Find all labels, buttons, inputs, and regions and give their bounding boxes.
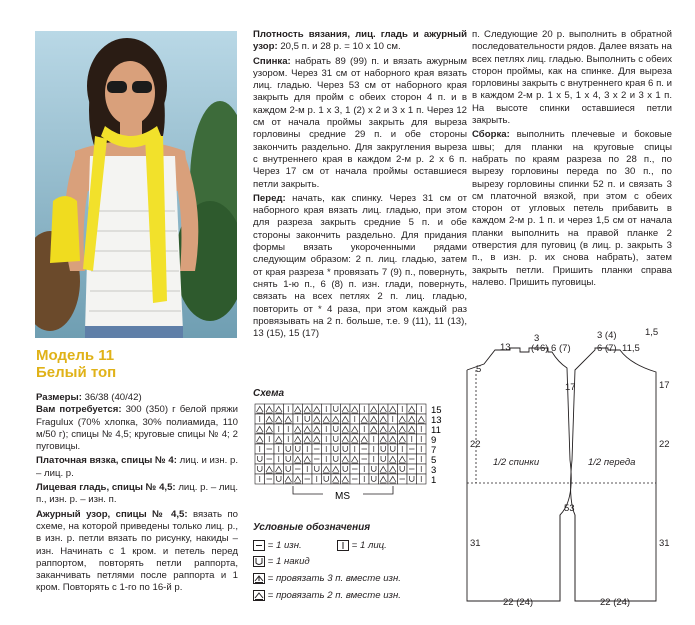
chart-cell xyxy=(331,414,341,424)
chart-cell xyxy=(341,444,351,454)
chart-cell xyxy=(379,464,389,474)
lace-paragraph xyxy=(36,509,238,595)
chart-cell xyxy=(255,434,265,444)
chart-cell xyxy=(379,444,389,454)
chart-cell xyxy=(312,434,322,444)
back-paragraph xyxy=(253,56,467,191)
chart-cell xyxy=(284,414,294,424)
chart-cell xyxy=(274,414,284,424)
sizes-paragraph xyxy=(36,392,238,404)
assembly-column xyxy=(472,29,672,289)
chart-cell xyxy=(255,464,265,474)
stockinette-paragraph xyxy=(36,482,238,507)
row-number: 3 xyxy=(431,465,437,476)
sizes-value: 36/38 (40/42) xyxy=(81,392,142,403)
chart-cell xyxy=(341,464,351,474)
chart-cell xyxy=(293,404,303,414)
chart-cell xyxy=(284,474,294,484)
chart-cell xyxy=(331,474,341,484)
chart-cell xyxy=(303,424,313,434)
chart-cell xyxy=(331,454,341,464)
sizes-label: Размеры: xyxy=(36,392,82,403)
chart-cell xyxy=(331,404,341,414)
chart-cell xyxy=(293,434,303,444)
chart-cell xyxy=(379,434,389,444)
model-number: Модель 11 xyxy=(36,347,115,364)
chart-cell xyxy=(312,464,322,474)
chart-cell xyxy=(369,404,379,414)
chart-cell xyxy=(274,434,284,444)
lace-value: вязать по схеме, на которой приведены только лиц. р., в изн. р. петли вязать по рисунку, накиды – изн. Начинать с 1 кром. и петель перед раппортом, повторять петли раппорта, заканчивать петлями после раппорта и 1 кром. Повторять с 1-го по 16-й р. xyxy=(36,508,238,594)
chart-cell xyxy=(407,404,417,414)
chart-cell xyxy=(322,414,332,424)
row-number: 1 xyxy=(431,475,437,486)
chart-cell xyxy=(369,414,379,424)
chart-cell xyxy=(284,464,294,474)
model-title xyxy=(36,347,116,381)
chart-cell xyxy=(303,454,313,464)
chart-cell xyxy=(312,424,322,434)
chart-cell xyxy=(274,404,284,414)
chart-cell xyxy=(350,454,360,464)
chart-cell xyxy=(388,404,398,414)
dim-label: 17 xyxy=(659,380,670,391)
legend-item-p2tog: = провязать 2 п. вместе изн. xyxy=(253,590,401,601)
lace-chart xyxy=(253,402,465,519)
chart-cell xyxy=(293,424,303,434)
row-number: 9 xyxy=(431,435,437,446)
chart-cell xyxy=(341,414,351,424)
dim-label: 3 xyxy=(534,333,540,344)
chart-cell xyxy=(388,454,398,464)
back-value: набрать 89 (99) п. и вязать ажурным узором. Через 31 см от наборного края вязать лиц. гладью. Через 53 см от наборного края закрыть для пройм с обеих сторон 4 п. и в каждом 2-м р. 1 x 3, 1 (2) x 2 и 3 x 1 п. Через 12 см от начала проймы закрыть для выреза горловины средние 29 п. и обе стороны закончить раздельно. Для закругления выреза с внутреннего края в каждом 2-м р. 2 x 6 п. Через 17 см от начала проймы оставшиеся петли закрыть. xyxy=(253,55,467,190)
chart-cell xyxy=(312,414,322,424)
chart-cell xyxy=(407,474,417,484)
dim-label: 6 xyxy=(551,343,557,354)
row-number: 15 xyxy=(431,405,442,416)
chart-cell xyxy=(398,424,408,434)
chart-cell xyxy=(388,474,398,484)
chart-cell xyxy=(341,474,351,484)
dim-label: 22 (24) xyxy=(600,597,631,608)
chart-cell xyxy=(398,414,408,424)
dim-label: 13 xyxy=(500,342,511,353)
dim-label: 6 (7) xyxy=(597,343,617,354)
chart-cell xyxy=(331,434,341,444)
chart-cell xyxy=(379,424,389,434)
chart-cell xyxy=(274,464,284,474)
row-number: 7 xyxy=(431,445,437,456)
chart-cell xyxy=(388,434,398,444)
chart-cell xyxy=(255,424,265,434)
assembly-value: выполнить плечевые и боковые швы; для планки на круговые спицы набрать по краям разреза по 28 п., по вырезу горловины переда по 30 п., по вырезу горловины спинки 52 п. и связать 3 см платочной вязкой, при этом с обеих сторон от угловых петель прибавить в каждом 2-м р. 1 п. и через 1,5 см от начала планки выполнить на правой планке 2 отверстия для пуговиц (в лиц. р. закрыть 3 п., в изн. р. их снова набрать), затем закрыть петли. Пришить планки справа налево. Пришить пуговицы. xyxy=(472,129,672,288)
chart-cell xyxy=(322,464,332,474)
dim-label: 11,5 xyxy=(622,343,640,354)
legend xyxy=(253,540,467,620)
chart-cell xyxy=(284,454,294,464)
row-number: 5 xyxy=(431,455,437,466)
garter-label: Платочная вязка, спицы № 4: xyxy=(36,455,177,467)
chart-cell xyxy=(350,404,360,414)
dim-label: 3 (4) xyxy=(597,330,617,341)
dim-label: 5 xyxy=(476,364,482,375)
chart-cell xyxy=(379,474,389,484)
chart-cell xyxy=(341,454,351,464)
chart-cell xyxy=(417,414,427,424)
front-paragraph xyxy=(253,193,467,341)
chart-cell xyxy=(303,434,313,444)
legend-title: Условные обозначения xyxy=(253,522,371,533)
chart-cell xyxy=(265,404,275,414)
chart-cell xyxy=(312,404,322,414)
front-label: Перед: xyxy=(253,192,286,204)
materials-label: Вам потребуется: xyxy=(36,404,122,416)
stockinette-value: лиц. р. – лиц. п., изн. р. – изн. п. xyxy=(36,482,238,506)
chart-cell xyxy=(350,434,360,444)
chart-cell xyxy=(379,404,389,414)
legend-item-yarn-over: = 1 накид xyxy=(253,556,310,567)
chart-cell xyxy=(388,444,398,454)
dim-label: 22 (24) xyxy=(503,597,534,608)
dim-label: 1,5 xyxy=(645,327,659,338)
materials-column xyxy=(36,392,238,595)
chart-cell xyxy=(331,464,341,474)
dim-label: 31 xyxy=(470,538,481,549)
dim-label: 31 xyxy=(659,538,670,549)
chart-cell xyxy=(293,474,303,484)
chart-cell xyxy=(341,434,351,444)
chart-cell xyxy=(322,474,332,484)
schema-title: Схема xyxy=(253,388,285,399)
instructions-column xyxy=(253,29,467,340)
chart-cell xyxy=(303,404,313,414)
row-number: 13 xyxy=(431,415,442,426)
materials-value: 300 (350) г белой пряжи Fragulux (70% хлопка, 30% полиамида, 110 м/50 г); спицы № 4,5; круговые спицы № 4; 2 пуговицы. xyxy=(36,404,238,453)
piece-label: 1/2 переда xyxy=(588,457,636,468)
chart-cell xyxy=(379,454,389,464)
legend-item-p3tog: = провязать 3 п. вместе изн. xyxy=(253,573,401,584)
chart-cell xyxy=(369,474,379,484)
chart-cell xyxy=(398,434,408,444)
chart-cell xyxy=(284,444,294,454)
chart-cell xyxy=(398,454,408,464)
pattern-diagram xyxy=(460,320,690,625)
chart-cell xyxy=(274,474,284,484)
legend-item-knit: = 1 лиц. xyxy=(337,540,387,551)
chart-cell xyxy=(360,414,370,424)
chart-cell xyxy=(407,424,417,434)
chart-cell xyxy=(369,464,379,474)
chart-cell xyxy=(331,424,341,434)
front-value: начать, как спинку. Через 31 см от наборного края вязать лиц. гладью, при этом для разреза закрыть средние 5 п. и обе стороны закончить раздельно. Для придания формы вязать укороченными рядами следующим образом: 2 п. лиц. гладью, затем от края разреза * провязать 7 (9) п., повернуть, снять 1-ю п., 6 (8) п. изн. глади, повернуть, связать на всех петлях 2 п. лиц. гладью, повторить от * 4 раза, при этом каждый раз провязывать на 2 п. больше, т.е. 9 (11), 11 (13), 13 (15), 15 (17) xyxy=(253,192,467,340)
front-continued-paragraph: п. Следующие 20 р. выполнить в обратной последовательности рядов. Далее вязать на всех петлях лиц. гладью. Выполнить с обеих сторон проймы, как на спинке. Для выреза горловины закрыть с внутреннего края 6 п. и в каждом 2-м р. 1 x 5, 1 x 4, 3 x 2 и 3 x 1 п. На высоте спинки оставшиеся петли закрыть. xyxy=(472,29,672,127)
chart-cell xyxy=(331,444,341,454)
density-value: 20,5 п. и 28 р. = 10 x 10 см. xyxy=(277,41,401,53)
chart-cell xyxy=(255,404,265,414)
dim-label: 22 xyxy=(470,439,481,450)
chart-cell xyxy=(303,414,313,424)
assembly-paragraph xyxy=(472,129,672,289)
chart-cell xyxy=(350,424,360,434)
chart-cell xyxy=(388,424,398,434)
lace-label: Ажурный узор, спицы № 4,5: xyxy=(36,508,188,520)
model-photo xyxy=(35,31,237,338)
dim-label: 53 xyxy=(564,503,575,514)
repeat-label: MS xyxy=(335,491,350,502)
chart-cell xyxy=(293,454,303,464)
legend-item-purl: = 1 изн. xyxy=(253,540,302,551)
materials-paragraph xyxy=(36,404,238,453)
model-name: Белый топ xyxy=(36,364,117,381)
dim-label: 6) xyxy=(540,343,549,354)
chart-cell xyxy=(369,424,379,434)
back-label: Спинка: xyxy=(253,55,291,67)
chart-cell xyxy=(388,464,398,474)
chart-cell xyxy=(255,454,265,464)
density-paragraph xyxy=(253,29,467,54)
chart-cell xyxy=(265,414,275,424)
stockinette-label: Лицевая гладь, спицы № 4,5: xyxy=(36,482,176,494)
chart-cell xyxy=(379,414,389,424)
row-number: 11 xyxy=(431,425,441,436)
chart-cell xyxy=(265,464,275,474)
dim-label: (4 xyxy=(531,343,540,354)
chart-cell xyxy=(398,464,408,474)
dim-label: 17 xyxy=(565,382,576,393)
density-label: Плотность вязания, лиц. гладь и ажурный узор: xyxy=(253,29,467,53)
chart-grid xyxy=(255,404,426,484)
garter-value: лиц. и изн. р. – лиц. р. xyxy=(36,455,238,479)
chart-cell xyxy=(341,424,351,434)
chart-cell xyxy=(265,424,275,434)
dim-label: 22 xyxy=(659,439,670,450)
chart-cell xyxy=(341,404,351,414)
piece-label: 1/2 спинки xyxy=(493,457,540,468)
dim-label: (7) xyxy=(559,343,571,354)
assembly-label: Сборка: xyxy=(472,129,510,141)
chart-cell xyxy=(360,434,370,444)
garter-paragraph xyxy=(36,455,238,480)
chart-cell xyxy=(293,444,303,454)
chart-cell xyxy=(407,414,417,424)
